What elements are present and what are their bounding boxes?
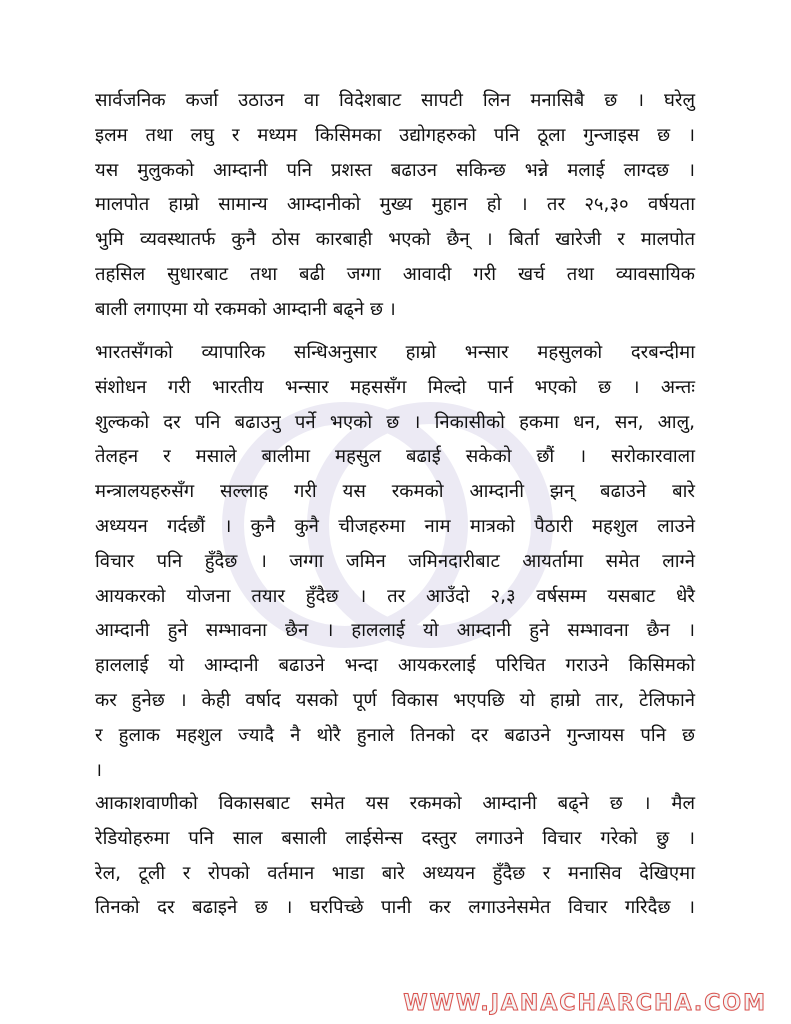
- text-line: अध्ययन गर्दछौं । कुनै कुनै चीजहरुमा नाम मात्रको पैठारी महशुल लाउने: [95, 515, 695, 537]
- text-line: कर हुनेछ । केही वर्षाद यसको पूर्ण विकास भएपछि यो हाम्रो तार, टेलिफाने: [95, 689, 695, 711]
- text-line: ।: [95, 759, 103, 781]
- text-line: र हुलाक महशुल ज्यादै नै थोरै हुनाले तिनको दर बढाउने गुन्जायस पनि छ: [95, 724, 695, 746]
- text-line: सार्वजनिक कर्जा उठाउन वा विदेशबाट सापटी लिन मनासिबै छ । घरेलु: [95, 90, 695, 111]
- text-line: आम्दानी हुने सम्भावना छैन । हाललाई यो आम्दानी हुने सम्भावना छैन ।: [95, 620, 695, 642]
- text-line: रेडियोहरुमा पनि साल बसाली लाईसेन्स दस्तुर लगाउने विचार गरेको छु ।: [95, 827, 695, 849]
- text-line: विचार पनि हुँदैछ । जग्गा जमिन जमिनदारीबाट आयर्तामा समेत लाग्ने: [95, 550, 695, 572]
- text-line: इलम तथा लघु र मध्यम किसिमका उद्योगहरुको पनि ठूला गुन्जाइस छ ।: [95, 124, 695, 146]
- text-line: हाललाई यो आम्दानी बढाउने भन्दा आयकरलाई परिचित गराउने किसिमको: [95, 655, 695, 677]
- text-line: तेलहन र मसाले बालीमा महसुल बढाई सकेको छौं । सरोकारवाला: [95, 446, 695, 468]
- text-line: मन्त्रालयहरुसँग सल्लाह गरी यस रकमको आम्दानी झन् बढाउने बारे: [95, 481, 695, 503]
- text-line: रेल, टूली र रोपको वर्तमान भाडा बारे अध्ययन हुँदैछ र मनासिव देखिएमा: [95, 862, 695, 884]
- text-line: भारतसँगको व्यापारिक सन्धिअनुसार हाम्रो भन्सार महसुलको दरबन्दीमा: [95, 342, 695, 363]
- text-line: आकाशवाणीको विकासबाट समेत यस रकमको आम्दानी बढ्ने छ । मैल: [95, 793, 695, 814]
- text-line: संशोधन गरी भारतीय भन्सार महससँग मिल्दो पार्न भएको छ । अन्तः: [95, 376, 695, 398]
- text-line: मालपोत हाम्रो सामान्य आम्दानीको मुख्य मुहान हो । तर २५,३० वर्षयता: [95, 194, 695, 216]
- text-line: शुल्कको दर पनि बढाउनु पर्ने भएको छ । निकासीको हकमा धन, सन, आलु,: [95, 411, 695, 433]
- paragraph-1: [95, 84, 695, 328]
- text-line: तहसिल सुधारबाट तथा बढी जग्गा आवादी गरी खर्च तथा व्यावसायिक: [95, 263, 695, 285]
- text-line: तिनको दर बढाइने छ । घरपिच्छे पानी कर लगाउनेसमेत विचार गरिदैछ ।: [95, 897, 695, 919]
- text-line: बाली लगाएमा यो रकमको आम्दानी बढ्ने छ ।: [95, 298, 396, 320]
- paragraph-2: [95, 336, 695, 788]
- paragraph-3: [95, 787, 695, 926]
- text-line: यस मुलुकको आम्दानी पनि प्रशस्त बढाउन सकिन्छ भन्ने मलाई लाग्दछ ।: [95, 159, 695, 181]
- website-url-watermark: WWW.JANACHARCHA.COM: [403, 991, 767, 1016]
- text-line: भुमि व्यवस्थातर्फ कुनै ठोस कारबाही भएको छैन् । बिर्ता खारेजी र मालपोत: [95, 229, 695, 251]
- text-line: आयकरको योजना तयार हुँदैछ । तर आउँदो २,३ वर्षसम्म यसबाट धेरै: [95, 585, 695, 607]
